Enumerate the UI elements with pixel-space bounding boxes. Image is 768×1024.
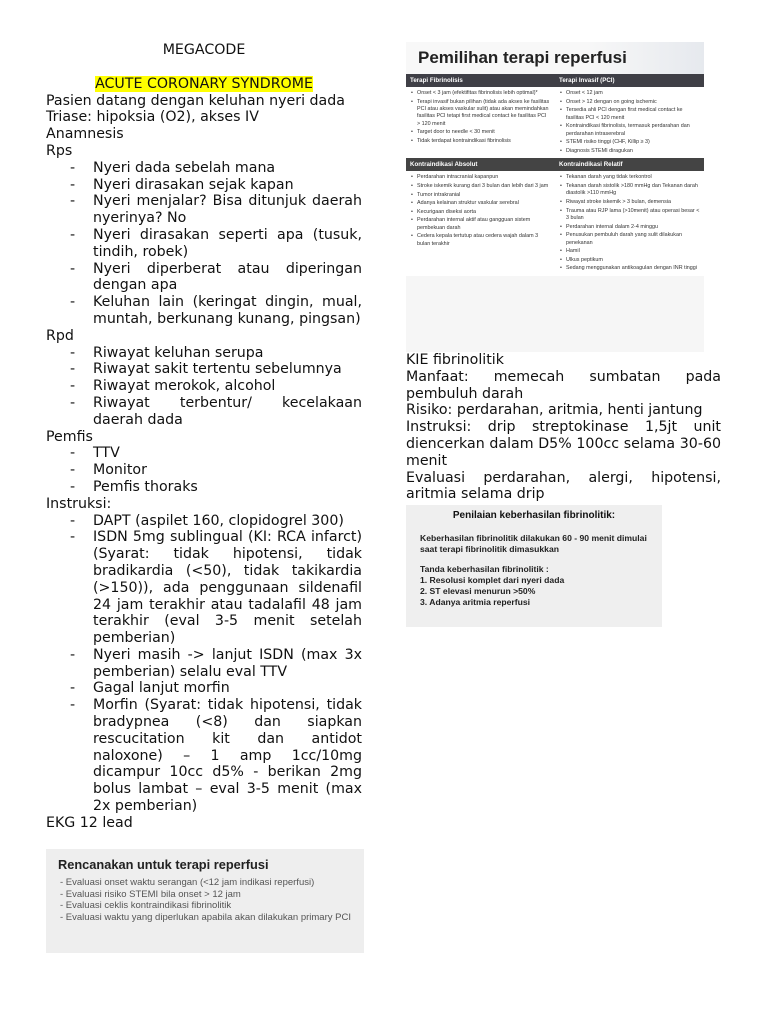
intro-line: Anamnesis [46, 126, 124, 143]
fibrinolisis-list [406, 87, 555, 158]
list-item: - ISDN 5mg sublingual (KI: RCA infarct) (Syarat: tidak hipotensi, tidak bradikardia (<50), tidak takikardia (>150)), ada penggunaan sildenafil 24 jam terakhir atau tadalafil 48 jam terakhir (eval 3-5 menit setelah pemberian) [46, 529, 362, 647]
list-item: - Gagal lanjut morfin [46, 680, 362, 697]
list-item: 3. Adanya aritmia reperfusi [420, 597, 531, 607]
list-item: - Evaluasi onset waktu serangan (<12 jam indikasi reperfusi) [60, 877, 315, 888]
list-item: • Terapi invasif bukan pilihan (tidak ada akses ke fasilitas PCI atau akses vaskular sulit) atau akan memindahkan fasilitas PCI tetapi first medical contact ke fasilitas PCI > 120 menit [410, 99, 551, 129]
list-item: - Evaluasi ceklis kontraindikasi fibrinolitik [60, 900, 232, 912]
list-item: • Stroke iskemik kurang dari 3 bulan dan lebih dari 3 jam [410, 183, 551, 190]
list-item: - Monitor [46, 462, 362, 479]
table-header [406, 74, 704, 87]
kie-line: Instruksi: drip streptokinase 1,5jt unit diencerkan dalam D5% 100cc selama 30-60 menit [406, 419, 721, 469]
list-item: • Tersedia ahli PCI dengan first medical contact ke fasilitas PCI < 120 menit [559, 107, 700, 122]
list-item: • Perdarahan internal dalam 2-4 minggu [559, 224, 700, 231]
column-header: Terapi Fibrinolisis [410, 77, 463, 84]
list-item: • Tumor intrakranial [410, 192, 551, 199]
list-item: • Cedera kepala tertutup atau cedera wajah dalam 3 bulan terakhir [410, 233, 551, 248]
list-item: - DAPT (aspilet 160, clopidogrel 300) [46, 513, 362, 530]
list-item: • Target door to needle < 30 menit [410, 129, 551, 136]
fib-signs-title: Tanda keberhasilan fibrinolitik : [420, 564, 549, 574]
list-item: • STEMI risiko tinggi (CHF, Killip ≥ 3) [559, 139, 700, 146]
list-item: 2. ST elevasi menurun >50% [420, 586, 536, 596]
list-item: • Onset < 12 jam [559, 90, 700, 97]
list-item: - TTV [46, 445, 362, 462]
list-item: - Nyeri masih -> lanjut ISDN (max 3x pemberian) selalu eval TTV [46, 647, 362, 681]
kie-line: Manfaat: memecah sumbatan pada pembuluh darah [406, 368, 721, 402]
column-header: Kontraindikasi Relatif [559, 161, 623, 169]
list-item: • Tidak terdapat kontraindikasi fibrinolisis [410, 138, 551, 145]
ekg-label: EKG 12 lead [46, 814, 133, 831]
list-item: • Diagnosis STEMI diragukan [559, 148, 700, 155]
relatif-list [555, 171, 704, 276]
section-heading [46, 76, 362, 93]
list-item: • Tekanan darah yang tidak terkontrol [559, 174, 700, 181]
list-item: • Riwayat stroke iskemik > 3 bulan, demensia [559, 199, 700, 206]
reperfusion-plan-title: Rencanakan untuk terapi reperfusi [58, 857, 269, 872]
list-item: - Nyeri dada sebelah mana [46, 160, 362, 177]
left-column [46, 42, 362, 832]
list-item: • Ulkus peptikum [559, 257, 700, 264]
reperfusion-plan-list [60, 877, 364, 923]
list-item: - Keluhan lain (keringat dingin, mual, muntah, berkunang kunang, pingsan) [46, 294, 362, 328]
list-item: • Adanya kelainan struktur vaskular serebral [410, 200, 551, 207]
list-item: - Nyeri dirasakan seperti apa (tusuk, tindih, robek) [46, 227, 362, 261]
table-header [406, 158, 704, 171]
list-item: - Nyeri dirasakan sejak kapan [46, 177, 362, 194]
pemfis-label: Pemfis [46, 428, 93, 445]
list-item: - Riwayat terbentur/ kecelakaan daerah dada [46, 395, 362, 429]
kie-title: KIE fibrinolitik [406, 352, 504, 368]
list-item: • Kecurigaan diseksi aorta [410, 209, 551, 216]
list-item: • Onset > 12 dengan on going ischemic [559, 99, 700, 106]
intro-line: Pasien datang dengan keluhan nyeri dada [46, 92, 345, 109]
list-item: • Trauma atau RJP lama (>10menit) atau operasi besar < 3 bulan [559, 208, 700, 223]
list-item: • Tekanan darah sistolik >180 mmHg dan Tekanan darah diastolik >110 mmHg [559, 183, 700, 198]
table-body [406, 87, 704, 158]
absolut-list [406, 171, 555, 276]
document-title: MEGACODE [162, 42, 246, 58]
kie-section [406, 352, 721, 503]
list-item: • Hamil [559, 248, 700, 255]
table-image-title: Pemilihan terapi reperfusi [406, 42, 704, 74]
reperfusion-table-image [406, 42, 704, 352]
list-item: - Evaluasi risiko STEMI bila onset > 12 jam [60, 888, 241, 900]
list-item: - Pemfis thoraks [46, 479, 362, 496]
intro-line: Triase: hipoksia (O2), akses IV [46, 109, 259, 126]
fib-image-paragraph: Keberhasilan fibrinolitik dilakukan 60 - 90 menit dimulai saat terapi fibrinolitik dimasukkan [420, 533, 647, 554]
column-header: Kontraindikasi Absolut [410, 161, 478, 169]
intro-line: Rps [46, 142, 73, 159]
fibrinolytic-success-image [406, 505, 662, 627]
pemfis-list [46, 445, 362, 495]
kie-line: Risiko: perdarahan, aritmia, henti jantung [406, 402, 703, 419]
list-item: • Sedang menggunakan antikoagulan dengan INR tinggi [559, 265, 700, 272]
instruksi-list [46, 513, 362, 815]
highlighted-heading: ACUTE CORONARY SYNDROME [95, 75, 313, 92]
list-item: • Perdarahan intracranial kapanpun [410, 174, 551, 181]
list-item: - Riwayat merokok, alcohol [46, 378, 362, 395]
list-item: - Nyeri menjalar? Bisa ditunjuk daerah nyerinya? No [46, 193, 362, 227]
table-body [406, 171, 704, 276]
list-item: • Penusukan pembuluh darah yang sulit dilakukan penekanan [559, 232, 700, 247]
fib-signs [420, 564, 662, 608]
column-header: Terapi Invasif (PCI) [559, 77, 615, 84]
rpd-list [46, 345, 362, 429]
list-item: • Onset < 3 jam (efektifitas fibrinolisis lebih optimal)* [410, 90, 551, 97]
reperfusion-plan-image [46, 849, 364, 953]
list-item: - Nyeri diperberat atau diperingan dengan apa [46, 261, 362, 295]
list-item: • Kontraindikasi fibrinolisis, termasuk perdarahan dan perdarahan intraserebral [559, 123, 700, 138]
list-item: - Riwayat keluhan serupa [46, 345, 362, 362]
list-item: • Perdarahan internal aktif atau gangguan sistem pembekuan darah [410, 217, 551, 232]
rps-list [46, 160, 362, 328]
list-item: - Riwayat sakit tertentu sebelumnya [46, 361, 362, 378]
kie-line: Evaluasi perdarahan, alergi, hipotensi, aritmia selama drip [406, 469, 721, 503]
list-item: - Morfin (Syarat: tidak hipotensi, tidak bradypnea (<8) dan siapkan rescucitation kit dan antidot naloxone) – 1 amp 1cc/10mg dicampur 10cc d5% - berikan 2mg bolus lambat – eval 3-5 menit (max 2x pemberian) [46, 697, 362, 815]
list-item: - Evaluasi waktu yang diperlukan apabila akan dilakukan primary PCI [60, 911, 351, 923]
rpd-label: Rpd [46, 327, 74, 344]
list-item: 1. Resolusi komplet dari nyeri dada [420, 575, 565, 585]
fib-image-title: Penilaian keberhasilan fibrinolitik: [452, 510, 616, 521]
instruksi-label: Instruksi: [46, 495, 112, 512]
invasif-list [555, 87, 704, 158]
